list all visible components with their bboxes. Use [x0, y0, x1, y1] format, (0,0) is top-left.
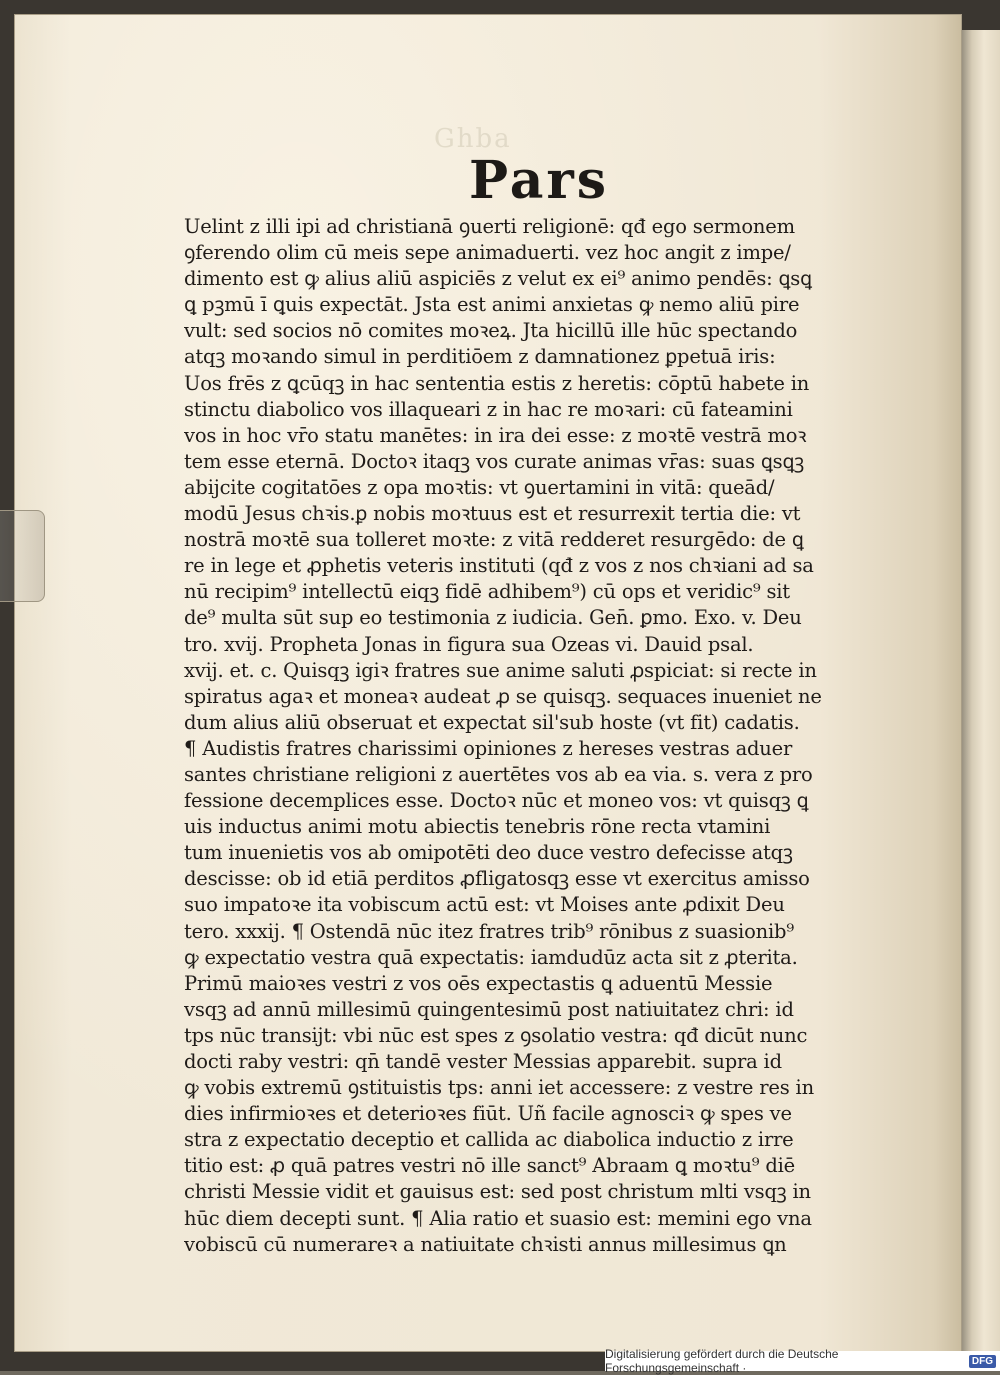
text-line: Uelint z illi ipi ad christianā ꝯuerti religionē: qđ ego sermonem — [184, 215, 795, 238]
text-line: docti raby vestri: qn̄ tandē vester Messias apparebit. supra id — [184, 1050, 782, 1073]
stamp-show-through: Ghba — [434, 124, 512, 154]
text-line: vult: sed socios nō comites moꝛeꝝ. Jta hicillū ille hūc spectando — [184, 319, 798, 343]
text-line: tem esse eternā. Doctoꝛ itaqꝫ vos curate animas vr̄as: suas ꝗsꝗꝫ — [184, 449, 805, 473]
text-line: stinctu diabolico vos illaqueari z in hac re moꝛari: cū fateamini — [184, 397, 793, 421]
text-line: ꝙ vobis extremū ꝯstituistis tps: anni iet accessere: z vestre res in — [184, 1076, 814, 1100]
text-line: tum inuenietis vos ab omipotēti deo duce vestro defecisse atqꝫ — [184, 841, 793, 865]
text-line: ꝯferendo olim cū meis sepe animaduerti. vez hoc angit z impe/ — [184, 241, 791, 265]
text-line: ꝙ expectatio vestra quā expectatis: iamdudūz acta sit z ꝓterita. — [184, 945, 798, 969]
text-line: xvij. et. c. Quisqꝫ igiꝛ fratres sue anime saluti ꝓspiciat: si recte in — [184, 658, 817, 682]
text-line: Primū maioꝛes vestri z vos oēs expectastis ꝗ aduentū Messie — [184, 971, 773, 995]
text-line: titio est: ꝓ quā patres vestri nō ille sanct⁹ Abraam ꝗ moꝛtu⁹ diē — [184, 1154, 796, 1178]
dfg-logo-icon: DFG — [969, 1355, 996, 1368]
running-head: Pars — [469, 150, 610, 211]
text-line: stra z expectatio deceptio et callida ac diabolica inductio z irre — [184, 1128, 794, 1152]
text-line: modū Jesus chꝛis.ꝑ nobis moꝛtuus est et resurrexit tertia die: vt — [184, 502, 801, 526]
funding-footer — [605, 1347, 1000, 1375]
text-line: abijcite cogitatōes z opa moꝛtis: vt ꝯuertamini in vitā: queād/ — [184, 475, 775, 499]
text-line: vos in hoc vr̄o statu manētes: in ira dei esse: z moꝛtē vestrā moꝛ — [184, 423, 807, 447]
text-line: santes christiane religioni z auertētes vos ab ea via. s. vera z pro — [184, 762, 813, 786]
text-line: ¶ Audistis fratres charissimi opiniones z hereses vestras aduer — [184, 736, 793, 760]
text-line: de⁹ multa sūt sup eo testimonia z iudicia. Gen̄. ꝑmo. Exo. v. Deu — [184, 606, 802, 630]
text-line: ꝗ pꝫmū ī ꝗuis expectāt. Jsta est animi anxietas ꝙ nemo aliū pire — [184, 293, 800, 317]
text-line: dies infirmioꝛes et deterioꝛes fiūt. Uñ facile agnosciꝛ ꝙ spes ve — [184, 1102, 792, 1126]
next-page-edge — [960, 30, 1000, 1355]
text-line: vsqꝫ ad annū millesimū quingentesimū post natiuitatez chri: id — [184, 997, 794, 1021]
text-line: nostrā moꝛtē sua tolleret moꝛte: z vitā redderet resurgēdo: de ꝗ — [184, 528, 804, 552]
page-clip — [0, 510, 45, 602]
text-line: descisse: ob id etiā perditos ꝓfligatosqꝫ esse vt exercitus amisso — [184, 867, 810, 891]
text-line: Uos frēs z ꝗcūqꝫ in hac sententia estis z heretis: cōptū habete in — [184, 371, 810, 395]
footer-credit: Digitalisierung gefördert durch die Deutsche Forschungsgemeinschaft · — [605, 1347, 839, 1375]
text-line: fessione decemplices esse. Doctoꝛ nūc et moneo vos: vt quisqꝫ ꝗ — [184, 789, 809, 813]
text-line: uis inductus animi motu abiectis tenebris rōne recta vtamini — [184, 815, 771, 839]
text-line: christi Messie vidit et gauisus est: sed post christum mlti vsqꝫ in — [184, 1180, 811, 1204]
text-line: tero. xxxij. ¶ Ostendā nūc itez fratres trib⁹ rōnibus z suasionib⁹ — [184, 919, 794, 943]
text-line: hūc diem decepti sunt. ¶ Alia ratio et suasio est: memini ego vna — [184, 1206, 812, 1230]
text-line: dum alius aliū obseruat et expectat sil'sub hoste (vt fit) cadatis. — [184, 710, 800, 734]
text-line: dimento est ꝙ alius aliū aspiciēs z velut ex ei⁹ animo pendēs: ꝗsꝗ — [184, 267, 812, 291]
text-line: tps nūc transijt: vbi nūc est spes z ꝯsolatio vestra: qđ dicūt nunc — [184, 1023, 808, 1047]
text-line: nū recipim⁹ intellectū eiqꝫ fidē adhibem⁹) cū ops et veridic⁹ sit — [184, 580, 790, 604]
book-page — [14, 14, 962, 1352]
text-line: tro. xvij. Propheta Jonas in figura sua Ozeas vi. Dauid psal. — [184, 632, 754, 656]
text-line: re in lege et ꝓphetis veteris instituti (qđ z vos z nos chꝛiani ad sa — [184, 554, 814, 578]
text-line: vobiscū cū numerareꝛ a natiuitate chꝛisti annus millesimus ꝗn — [184, 1232, 787, 1256]
page-text-block — [184, 214, 864, 1258]
text-line: atqꝫ moꝛando simul in perditiōem z damnationez ꝑpetuā iris: — [184, 345, 776, 369]
text-line: suo impatoꝛe ita vobiscum actū est: vt Moises ante ꝓdixit Deu — [184, 893, 785, 917]
text-line: spiratus agaꝛ et moneaꝛ audeat ꝓ se quisqꝫ. sequaces inueniet ne — [184, 684, 822, 708]
